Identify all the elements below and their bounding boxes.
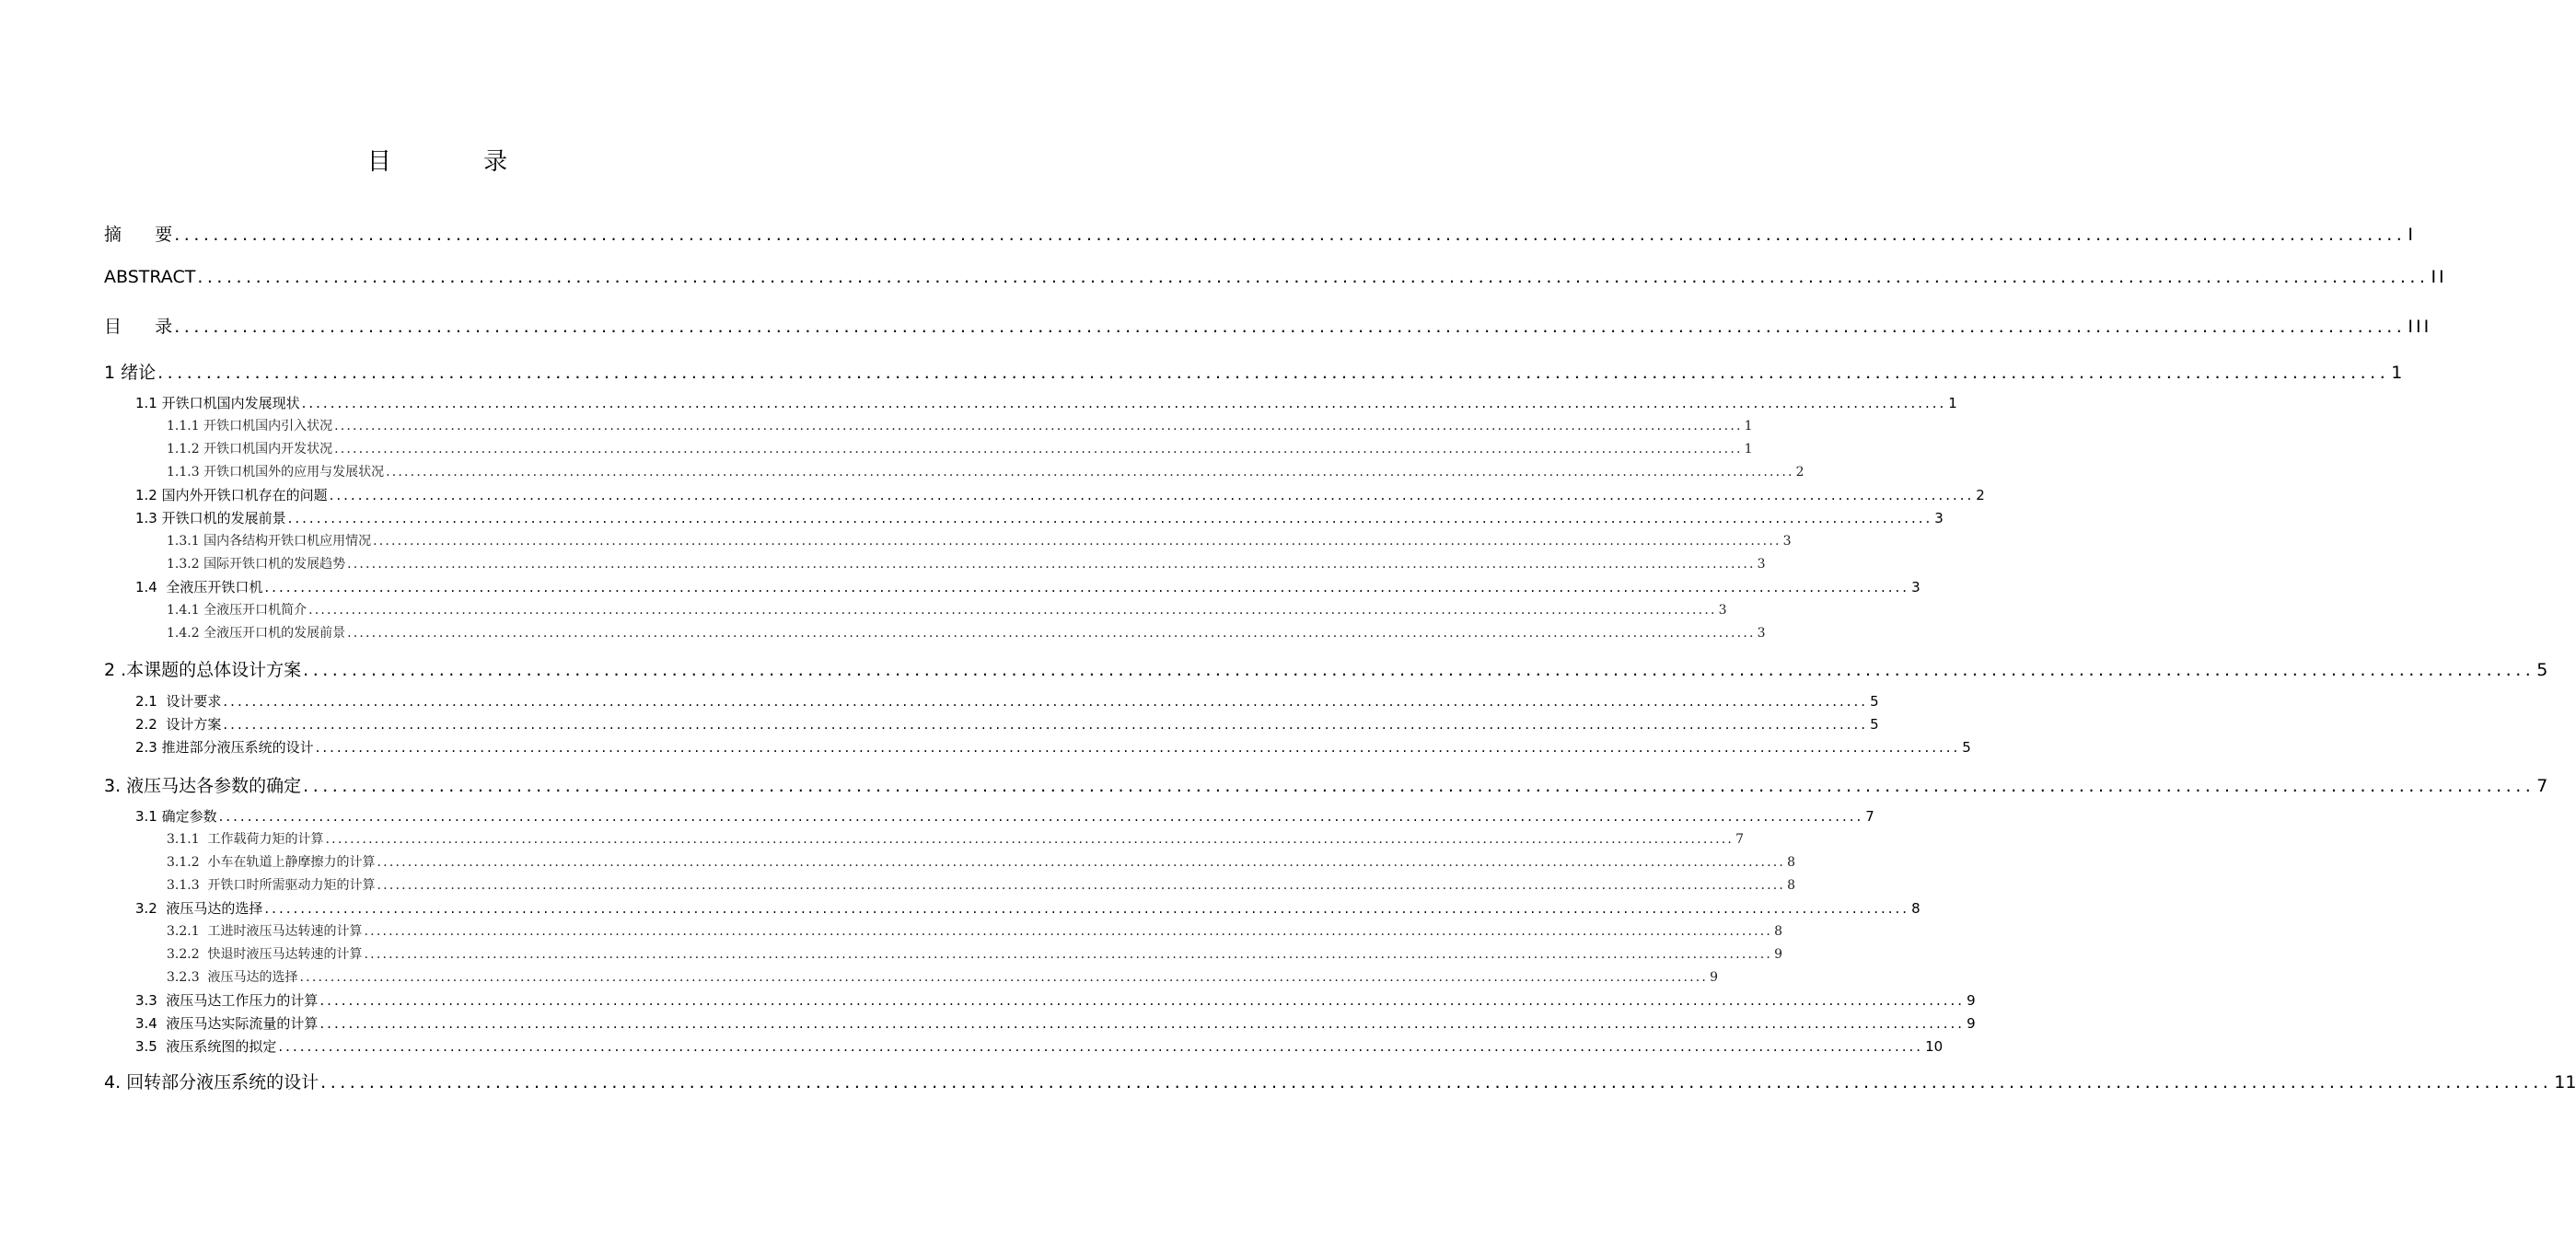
toc-entry-title: 1.3.1 国内各结构开铁口机应用情况 <box>167 534 372 549</box>
toc-entry-page: 3 <box>1718 603 1728 618</box>
toc-leader-dots: ...................................................................................................................................................................................................................................... <box>319 992 1966 1009</box>
toc-leader-dots: ...................................................................................................................................................................................................................................... <box>223 716 1869 733</box>
toc-entry-title: 1.4.1 全液压开口机简介 <box>167 603 307 618</box>
toc-entry-page: 2 <box>1976 487 1985 503</box>
toc-entry[interactable] <box>167 623 1767 642</box>
toc-entry-title: 3.2.3 液压马达的选择 <box>167 970 298 985</box>
page-title: 目 录 <box>366 148 551 176</box>
toc-entry-title: 3.1 确定参数 <box>135 808 217 825</box>
toc-entry-title: 3.2.1 工进时液压马达转速的计算 <box>167 924 363 939</box>
toc-leader-dots: ...................................................................................................................................................................................................................................... <box>174 317 2407 337</box>
toc-leader-dots: ...................................................................................................................................................................................................................................... <box>174 225 2407 245</box>
toc-entry-page: 3 <box>1911 579 1920 595</box>
toc-leader-dots: ...................................................................................................................................................................................................................................... <box>157 363 2390 383</box>
toc-leader-dots: ...................................................................................................................................................................................................................................... <box>377 878 1786 893</box>
toc-entry[interactable] <box>104 313 2432 338</box>
toc-entry-title: 2.3 推进部分液压系统的设计 <box>135 739 314 756</box>
toc-entry-title: 摘 要 <box>104 225 173 245</box>
toc-entry[interactable] <box>167 462 1805 480</box>
toc-entry[interactable] <box>167 600 1728 618</box>
toc-entry[interactable] <box>167 554 1767 572</box>
toc-entry-page: 10 <box>1925 1038 1944 1055</box>
toc-leader-dots: ...................................................................................................................................................................................................................................... <box>303 660 2535 680</box>
toc-entry-page: 8 <box>1787 878 1796 893</box>
toc-entry-title: 3.2 液压马达的选择 <box>135 900 263 917</box>
toc-entry[interactable] <box>167 829 1745 848</box>
toc-entry-title: 3.1.3 开铁口时所需驱动力矩的计算 <box>167 878 376 893</box>
toc-entry-page: 5 <box>1870 716 1879 733</box>
toc-entry-page: 8 <box>1911 900 1920 917</box>
toc-leader-dots: ...................................................................................................................................................................................................................................... <box>364 924 1773 939</box>
toc-leader-dots: ...................................................................................................................................................................................................................................... <box>377 855 1786 870</box>
toc-entry-title: 1.1 开铁口机国内发展现状 <box>135 395 300 411</box>
toc-entry-page: 1 <box>1744 442 1754 457</box>
toc-leader-dots: ...................................................................................................................................................................................................................................... <box>347 557 1756 572</box>
toc-entry-page: 9 <box>1710 970 1719 985</box>
toc-entry[interactable] <box>104 267 2447 287</box>
toc-entry[interactable] <box>167 439 1754 457</box>
toc-entry[interactable] <box>135 508 1944 527</box>
toc-entry-page: 9 <box>1774 947 1783 962</box>
toc-entry-title: 1.1.1 开铁口机国内引入状况 <box>167 419 333 434</box>
toc-entry-title: 2.1 设计要求 <box>135 693 222 710</box>
toc-entry[interactable] <box>104 656 2548 681</box>
toc-leader-dots: ...................................................................................................................................................................................................................................... <box>315 739 1961 756</box>
toc-entry-title: 3.1.2 小车在轨道上静摩擦力的计算 <box>167 855 376 870</box>
toc-entry-title: 1.3.2 国际开铁口机的发展趋势 <box>167 557 346 572</box>
toc-entry-page: 9 <box>1967 1015 1976 1032</box>
toc-entry-title: 1.3 开铁口机的发展前景 <box>135 510 286 526</box>
toc-leader-dots: ...................................................................................................................................................................................................................................... <box>287 510 1933 526</box>
toc-leader-dots: ...................................................................................................................................................................................................................................... <box>278 1038 1924 1055</box>
toc-entry[interactable] <box>135 714 1879 734</box>
toc-leader-dots: ...................................................................................................................................................................................................................................... <box>303 776 2535 796</box>
toc-entry-title: 1.4.2 全液压开口机的发展前景 <box>167 626 346 641</box>
toc-entry[interactable] <box>167 967 1719 986</box>
toc-entry-page: 5 <box>2536 660 2548 680</box>
toc-entry-title: 1.2 国内外开铁口机存在的问题 <box>135 487 328 503</box>
toc-entry-page: II <box>2431 267 2447 287</box>
toc-entry-page: 3 <box>1757 626 1767 641</box>
toc-entry-page: 3 <box>1782 534 1793 549</box>
toc-leader-dots: ...................................................................................................................................................................................................................................... <box>325 832 1735 847</box>
toc-entry-page: 1 <box>2391 363 2403 383</box>
toc-entry[interactable] <box>167 852 1796 871</box>
toc-entry-title: 1.4 全液压开铁口机 <box>135 579 263 595</box>
toc-entry-page: 2 <box>1795 465 1805 480</box>
toc-entry[interactable] <box>167 531 1793 549</box>
toc-entry-page: 7 <box>1865 808 1874 825</box>
toc-entry-page: 8 <box>1787 855 1796 870</box>
toc-entry-page: I <box>2408 225 2416 245</box>
toc-leader-dots: ...................................................................................................................................................................................................................................... <box>197 267 2430 287</box>
toc-entry[interactable] <box>135 485 1985 504</box>
toc-entry-title: 2 .本课题的总体设计方案 <box>104 660 302 680</box>
toc-entry[interactable] <box>104 221 2416 246</box>
toc-entry-title: 目 录 <box>104 317 173 337</box>
toc-leader-dots: ...................................................................................................................................................................................................................................... <box>264 900 1910 917</box>
toc-entry[interactable] <box>135 898 1920 918</box>
toc-entry-title: 3.2.2 快退时液压马达转速的计算 <box>167 947 363 962</box>
toc-entry-page: 9 <box>1967 992 1976 1009</box>
toc-leader-dots: ...................................................................................................................................................................................................................................... <box>329 487 1975 503</box>
toc-entry-page: III <box>2408 317 2432 337</box>
toc-leader-dots: ...................................................................................................................................................................................................................................... <box>218 808 1864 825</box>
toc-leader-dots: ...................................................................................................................................................................................................................................... <box>373 534 1781 549</box>
toc-entry-title: 1.1.2 开铁口机国内开发状况 <box>167 442 333 457</box>
toc-leader-dots: ...................................................................................................................................................................................................................................... <box>319 1015 1966 1032</box>
toc-entry-page: 8 <box>1774 924 1783 939</box>
toc-entry-title: 3.1.1 工作载荷力矩的计算 <box>167 832 324 847</box>
toc-leader-dots: ...................................................................................................................................................................................................................................... <box>301 395 1947 411</box>
toc-leader-dots: ...................................................................................................................................................................................................................................... <box>223 693 1869 710</box>
toc-entry-title: 3.3 液压马达工作压力的计算 <box>135 992 319 1009</box>
toc-leader-dots: ...................................................................................................................................................................................................................................... <box>334 442 1743 457</box>
toc-entry[interactable] <box>104 772 2548 797</box>
toc-entry-title: ABSTRACT <box>104 267 196 287</box>
toc-entry[interactable] <box>135 1013 1976 1033</box>
toc-leader-dots: ...................................................................................................................................................................................................................................... <box>299 970 1709 985</box>
toc-entry[interactable] <box>135 806 1874 826</box>
toc-entry[interactable] <box>135 737 1971 757</box>
toc-entry[interactable] <box>135 691 1879 711</box>
toc-entry[interactable] <box>167 921 1783 940</box>
toc-entry[interactable] <box>135 577 1920 596</box>
toc-entry-title: 1.1.3 开铁口机国外的应用与发展状况 <box>167 465 385 480</box>
toc-entry-title: 3. 液压马达各参数的确定 <box>104 776 302 796</box>
toc-entry-page: 1 <box>1744 419 1754 434</box>
toc-leader-dots: ...................................................................................................................................................................................................................................... <box>264 579 1910 595</box>
toc-entry-page: 1 <box>1948 395 1957 411</box>
toc-entry-title: 3.4 液压马达实际流量的计算 <box>135 1015 319 1032</box>
toc-entry-page: 11 <box>2554 1072 2576 1092</box>
toc-entry-title: 2.2 设计方案 <box>135 716 222 733</box>
toc-entry[interactable] <box>135 1036 1944 1056</box>
toc-leader-dots: ...................................................................................................................................................................................................................................... <box>347 626 1756 641</box>
toc-entry[interactable] <box>167 875 1796 894</box>
toc-entry-page: 3 <box>1934 510 1944 526</box>
toc-leader-dots: ...................................................................................................................................................................................................................................... <box>320 1072 2553 1092</box>
toc-entry-page: 3 <box>1757 557 1767 572</box>
toc-entry[interactable] <box>135 393 1957 412</box>
toc-entry-page: 5 <box>1870 693 1879 710</box>
toc-entry-page: 7 <box>1735 832 1745 847</box>
toc-entry-title: 1 绪论 <box>104 363 157 383</box>
toc-entry[interactable] <box>135 990 1976 1010</box>
toc-entry[interactable] <box>167 416 1754 434</box>
toc-entry[interactable] <box>104 359 2403 384</box>
toc-entry-page: 7 <box>2536 776 2548 796</box>
toc-leader-dots: ...................................................................................................................................................................................................................................... <box>334 419 1743 434</box>
toc-leader-dots: ...................................................................................................................................................................................................................................... <box>364 947 1773 962</box>
toc-leader-dots: ...................................................................................................................................................................................................................................... <box>386 465 1794 480</box>
toc-entry[interactable] <box>104 1069 2576 1093</box>
toc-entry-page: 5 <box>1962 739 1971 756</box>
toc-entry-title: 4. 回转部分液压系统的设计 <box>104 1072 319 1092</box>
toc-entry-title: 3.5 液压系统图的拟定 <box>135 1038 277 1055</box>
toc-entry[interactable] <box>167 944 1783 963</box>
toc-leader-dots: ...................................................................................................................................................................................................................................... <box>308 603 1717 618</box>
